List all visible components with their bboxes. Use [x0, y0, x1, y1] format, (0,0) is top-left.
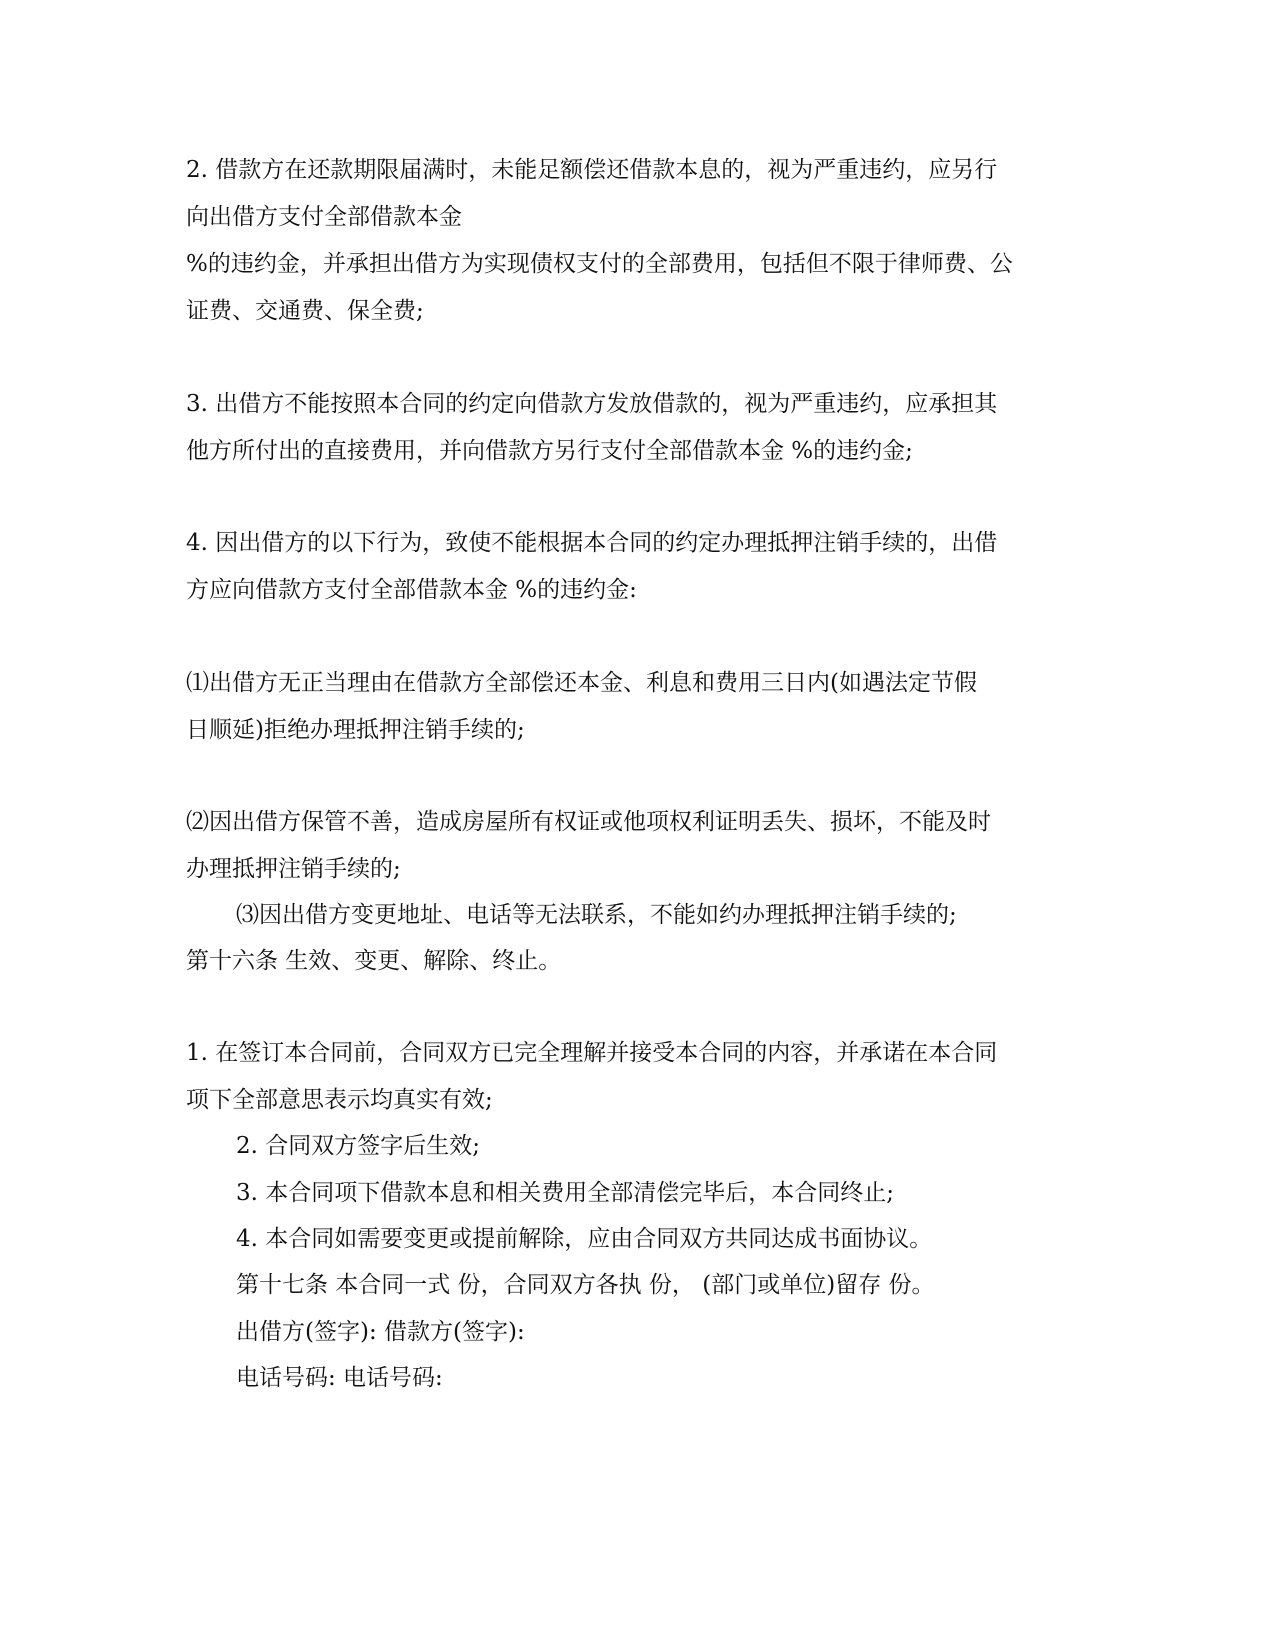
clause-15-2-line-3: %的违约金，并承担出借方为实现债权支付的全部费用，包括但不限于律师费、公: [186, 251, 1013, 277]
item-2-line-1: ⑵因出借方保管不善，造成房屋所有权证或他项权利证明丢失、损坏，不能及时: [186, 809, 991, 835]
item-3-line: ⑶因出借方变更地址、电话等无法联系，不能如约办理抵押注销手续的;: [236, 902, 957, 928]
item-1-line-2: 日顺延)拒绝办理抵押注销手续的;: [186, 717, 525, 743]
clause-15-3-line-1: 3. 出借方不能按照本合同的约定向借款方发放借款的，视为严重违约，应承担其: [186, 391, 998, 417]
clause-16-2: 2. 合同双方签字后生效;: [236, 1133, 481, 1159]
clause-15-4-line-2: 方应向借款方支付全部借款本金 %的违约金:: [186, 577, 637, 603]
clause-15-2-line-2: 向出借方支付全部借款本金: [186, 204, 462, 230]
clause-15-2-line-4: 证费、交通费、保全费;: [186, 298, 424, 324]
clause-15-2-line-1: 2. 借款方在还款期限届满时，未能足额偿还借款本息的，视为严重违约，应另行: [186, 157, 998, 183]
signature-line: 出借方(签字): 借款方(签字):: [236, 1319, 525, 1345]
clause-16-1-line-2: 项下全部意思表示均真实有效;: [186, 1087, 493, 1113]
item-1-line-1: ⑴出借方无正当理由在借款方全部偿还本金、利息和费用三日内(如遇法定节假: [186, 670, 977, 696]
clause-16-1-line-1: 1. 在签订本合同前，合同双方已完全理解并接受本合同的内容，并承诺在本合同: [186, 1040, 998, 1066]
clause-16-4: 4. 本合同如需要变更或提前解除，应由合同双方共同达成书面协议。: [236, 1226, 933, 1252]
clause-16-3: 3. 本合同项下借款本息和相关费用全部清偿完毕后，本合同终止;: [236, 1180, 895, 1206]
phone-line: 电话号码: 电话号码:: [236, 1365, 443, 1391]
clause-15-4-line-1: 4. 因出借方的以下行为，致使不能根据本合同的约定办理抵押注销手续的，出借: [186, 530, 998, 556]
article-16-heading: 第十六条 生效、变更、解除、终止。: [186, 948, 562, 974]
article-17: 第十七条 本合同一式 份，合同双方各执 份， (部门或单位)留存 份。: [236, 1272, 935, 1298]
item-2-line-2: 办理抵押注销手续的;: [186, 856, 401, 882]
clause-15-3-line-2: 他方所付出的直接费用，并向借款方另行支付全部借款本金 %的违约金;: [186, 438, 913, 464]
